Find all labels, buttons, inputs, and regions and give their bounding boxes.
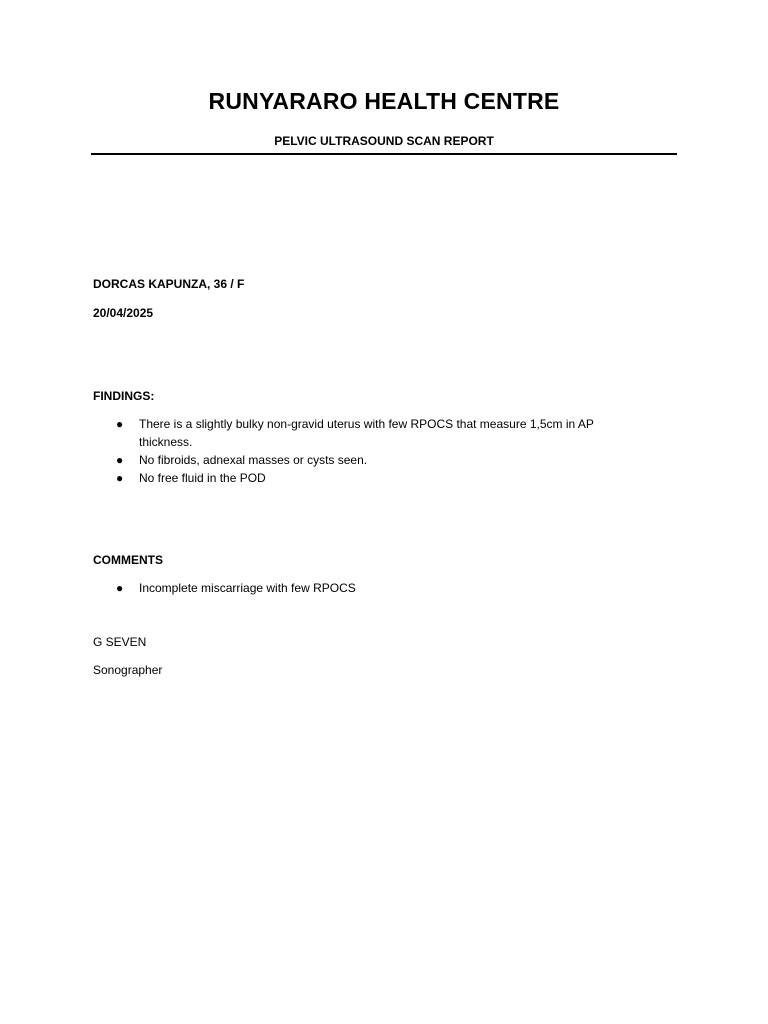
patient-name-line: DORCAS KAPUNZA, 36 / F	[93, 277, 245, 291]
report-date: 20/04/2025	[93, 306, 154, 320]
signatory-name: G SEVEN	[93, 635, 147, 649]
report-subtitle: PELVIC ULTRASOUND SCAN REPORT	[274, 134, 494, 148]
bullet-icon: ●	[116, 471, 124, 485]
signatory-role: Sonographer	[93, 663, 163, 677]
comment-text: Incomplete miscarriage with few RPOCS	[139, 581, 356, 595]
bullet-icon: ●	[116, 453, 124, 467]
list-item	[93, 415, 639, 451]
findings-list	[93, 415, 653, 487]
list-item	[93, 579, 639, 597]
bullet-icon: ●	[116, 581, 124, 595]
finding-text: There is a slightly bulky non-gravid uterus with few RPOCS that measure 1,5cm in AP thickness.	[139, 417, 594, 449]
list-item	[93, 469, 639, 487]
bullet-icon: ●	[116, 417, 124, 431]
comments-heading: COMMENTS	[93, 553, 163, 567]
findings-heading: FINDINGS:	[93, 389, 155, 403]
list-item	[93, 451, 639, 469]
finding-text: No fibroids, adnexal masses or cysts seen.	[139, 453, 368, 467]
clinic-title: RUNYARARO HEALTH CENTRE	[208, 88, 560, 114]
comments-list	[93, 579, 653, 597]
finding-text: No free fluid in the POD	[139, 471, 266, 485]
header-divider	[91, 153, 677, 155]
